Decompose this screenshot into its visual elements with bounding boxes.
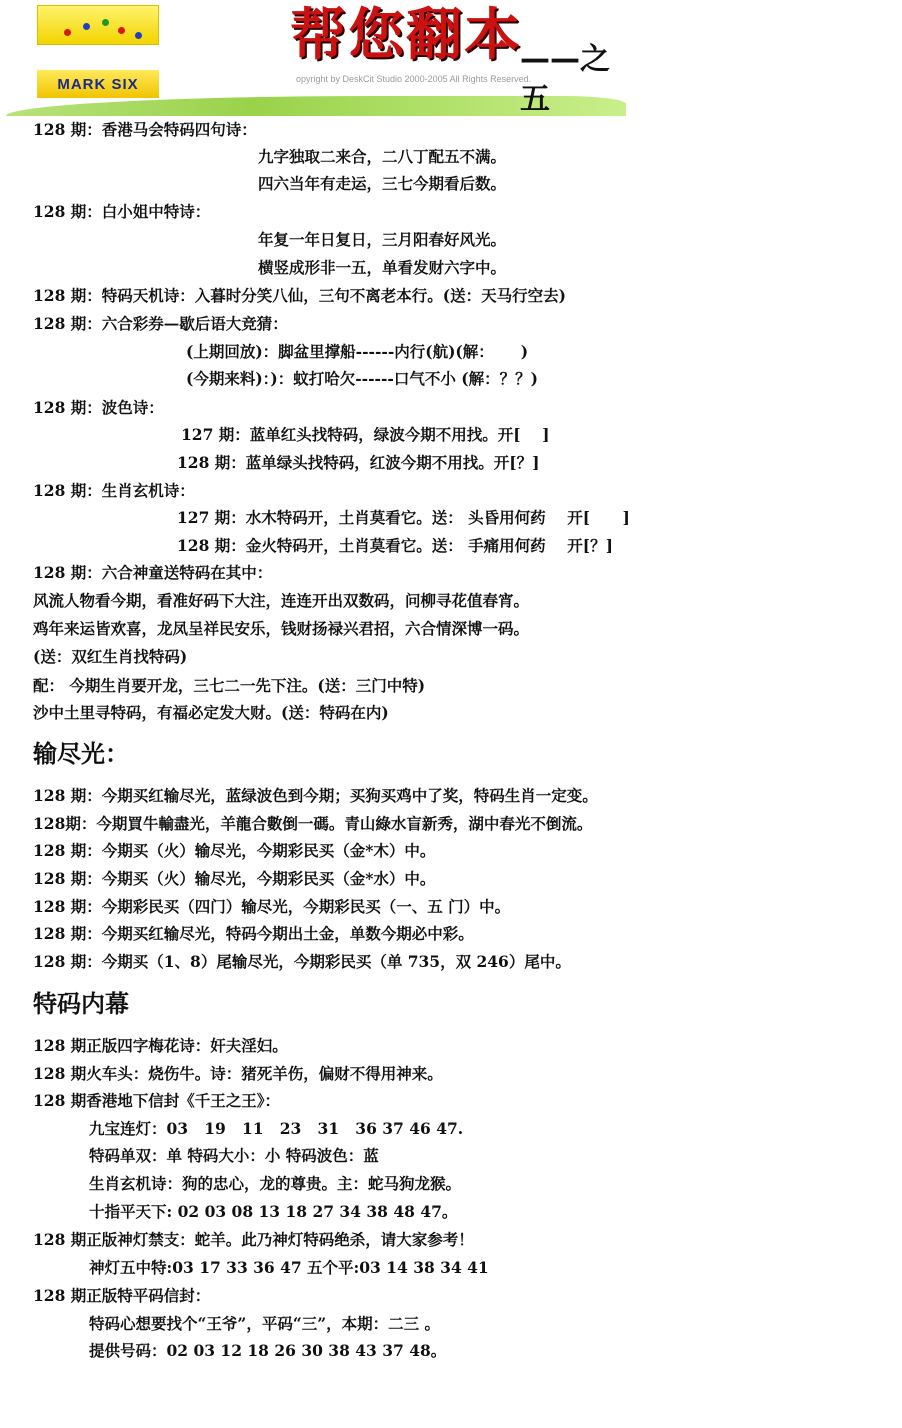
text-line: 128 期：今期买红输尽光，蓝绿波色到今期；买狗买鸡中了奖，特码生肖一定变。 xyxy=(33,786,598,805)
text-line: 神灯五中特:03 17 33 36 47 五个平:03 14 38 34 41 xyxy=(89,1258,489,1277)
text-line: 四六当年有走运，三七今期看后数。 xyxy=(258,174,507,193)
text-line: 128 期：生肖玄机诗： xyxy=(33,481,195,500)
text-line: 九字独取二来合，二八丁配五不满。 xyxy=(258,147,507,166)
text-line: 128 期正版神灯禁支：蛇羊。此乃神灯特码绝杀，请大家参考！ xyxy=(33,1230,474,1249)
text-line: 128 期火车头：烧伤牛。诗：猪死羊伤，偏财不得用神来。 xyxy=(33,1064,443,1083)
text-line: 128 期：今期买（火）输尽光，今期彩民买（金*木）中。 xyxy=(33,841,436,860)
text-line: 横竖成形非一五，单看发财六字中。 xyxy=(258,258,507,277)
text-line: 128 期：今期买（火）输尽光，今期彩民买（金*水）中。 xyxy=(33,869,436,888)
text-line: (今期来料)：)：蚊打哈欠------口气不小 (解：？？) xyxy=(186,369,538,388)
text-line: 128 期：特码天机诗：入暮时分笑八仙，三句不离老本行。(送：天马行空去) xyxy=(33,286,566,305)
text-line: 128 期：今期彩民买（四门）输尽光，今期彩民买（一、五 门）中。 xyxy=(33,897,511,916)
text-line: 128 期：蓝单绿头找特码，红波今期不用找。开[？] xyxy=(177,453,540,472)
page-title-suffix: ——之五 xyxy=(520,42,610,117)
text-line: 特码心想要找个“王爷”，平码“三”，本期：二三 。 xyxy=(89,1314,441,1333)
text-line: 配： 今期生肖要开龙，三七二一先下注。(送：三门中特) xyxy=(33,676,426,695)
text-line: 128 期香港地下信封《千王之王》： xyxy=(33,1091,281,1110)
text-line: 生肖玄机诗：狗的忠心，龙的尊贵。主：蛇马狗龙猴。 xyxy=(89,1174,462,1193)
mark-six-logo: MARK SIX xyxy=(37,70,159,98)
text-line: 128 期：香港马会特码四句诗： xyxy=(33,120,257,139)
copyright-text: opyright by DeskCit Studio 2000-2005 All Rights Reserved. xyxy=(296,74,532,84)
text-line: 128 期：金火特码开，土肖莫看它。送： 手痛用何药 开[？] xyxy=(177,536,613,555)
text-line: 十指平天下: 02 03 08 13 18 27 34 38 48 47。 xyxy=(89,1202,458,1221)
text-line: 128 期：今期买（1、8）尾输尽光，今期彩民买（单 735，双 246）尾中。 xyxy=(33,952,571,971)
text-line: 鸡年来运皆欢喜，龙凤呈祥民安乐，钱财扬禄兴君招，六合情深博一码。 xyxy=(33,619,530,638)
section-heading-inside: 特码内幕 xyxy=(33,990,129,1018)
text-line: 128 期：白小姐中特诗： xyxy=(33,202,211,221)
text-line: 127 期：水木特码开，土肖莫看它。送： 头昏用何药 开[ ] xyxy=(177,508,630,527)
text-line: 128 期：今期买红输尽光，特码今期出土金，单数今期必中彩。 xyxy=(33,924,474,943)
section-heading-lose: 输尽光： xyxy=(33,740,129,768)
text-line: 年复一年日复日，三月阳春好风光。 xyxy=(258,230,507,249)
text-line: 128 期正版四字梅花诗：奸夫淫妇。 xyxy=(33,1036,288,1055)
text-line: 提供号码：02 03 12 18 26 30 38 43 37 48。 xyxy=(89,1341,447,1360)
text-line: 风流人物看今期，看准好码下大注，连连开出双数码，问柳寻花值春宵。 xyxy=(33,591,530,610)
text-line: (送：双红生肖找特码) xyxy=(33,647,188,666)
text-line: 127 期：蓝单红头找特码，绿波今期不用找。开[ ] xyxy=(181,425,550,444)
text-line: 128期：今期買牛輸盡光，羊龍合數倒一碼。青山綠水盲新秀，湖中春光不倒流。 xyxy=(33,814,593,833)
text-line: (上期回放)：脚盆里撑船------内行(航)(解： ) xyxy=(186,342,529,361)
text-line: 特码单双：单 特码大小：小 特码波色：蓝 xyxy=(89,1146,379,1165)
text-line: 128 期：波色诗： xyxy=(33,398,164,417)
page-title: 帮您翻本 xyxy=(290,2,522,68)
text-line: 沙中土里寻特码，有福必定发大财。(送：特码在内) xyxy=(33,703,389,722)
text-line: 九宝连灯：03 19 11 23 31 36 37 46 47. xyxy=(89,1119,464,1138)
text-line: 128 期正版特平码信封： xyxy=(33,1286,211,1305)
text-line: 128 期：六合神童送特码在其中： xyxy=(33,563,273,582)
text-line: 128 期：六合彩券—歇后语大竞猜： xyxy=(33,314,288,333)
